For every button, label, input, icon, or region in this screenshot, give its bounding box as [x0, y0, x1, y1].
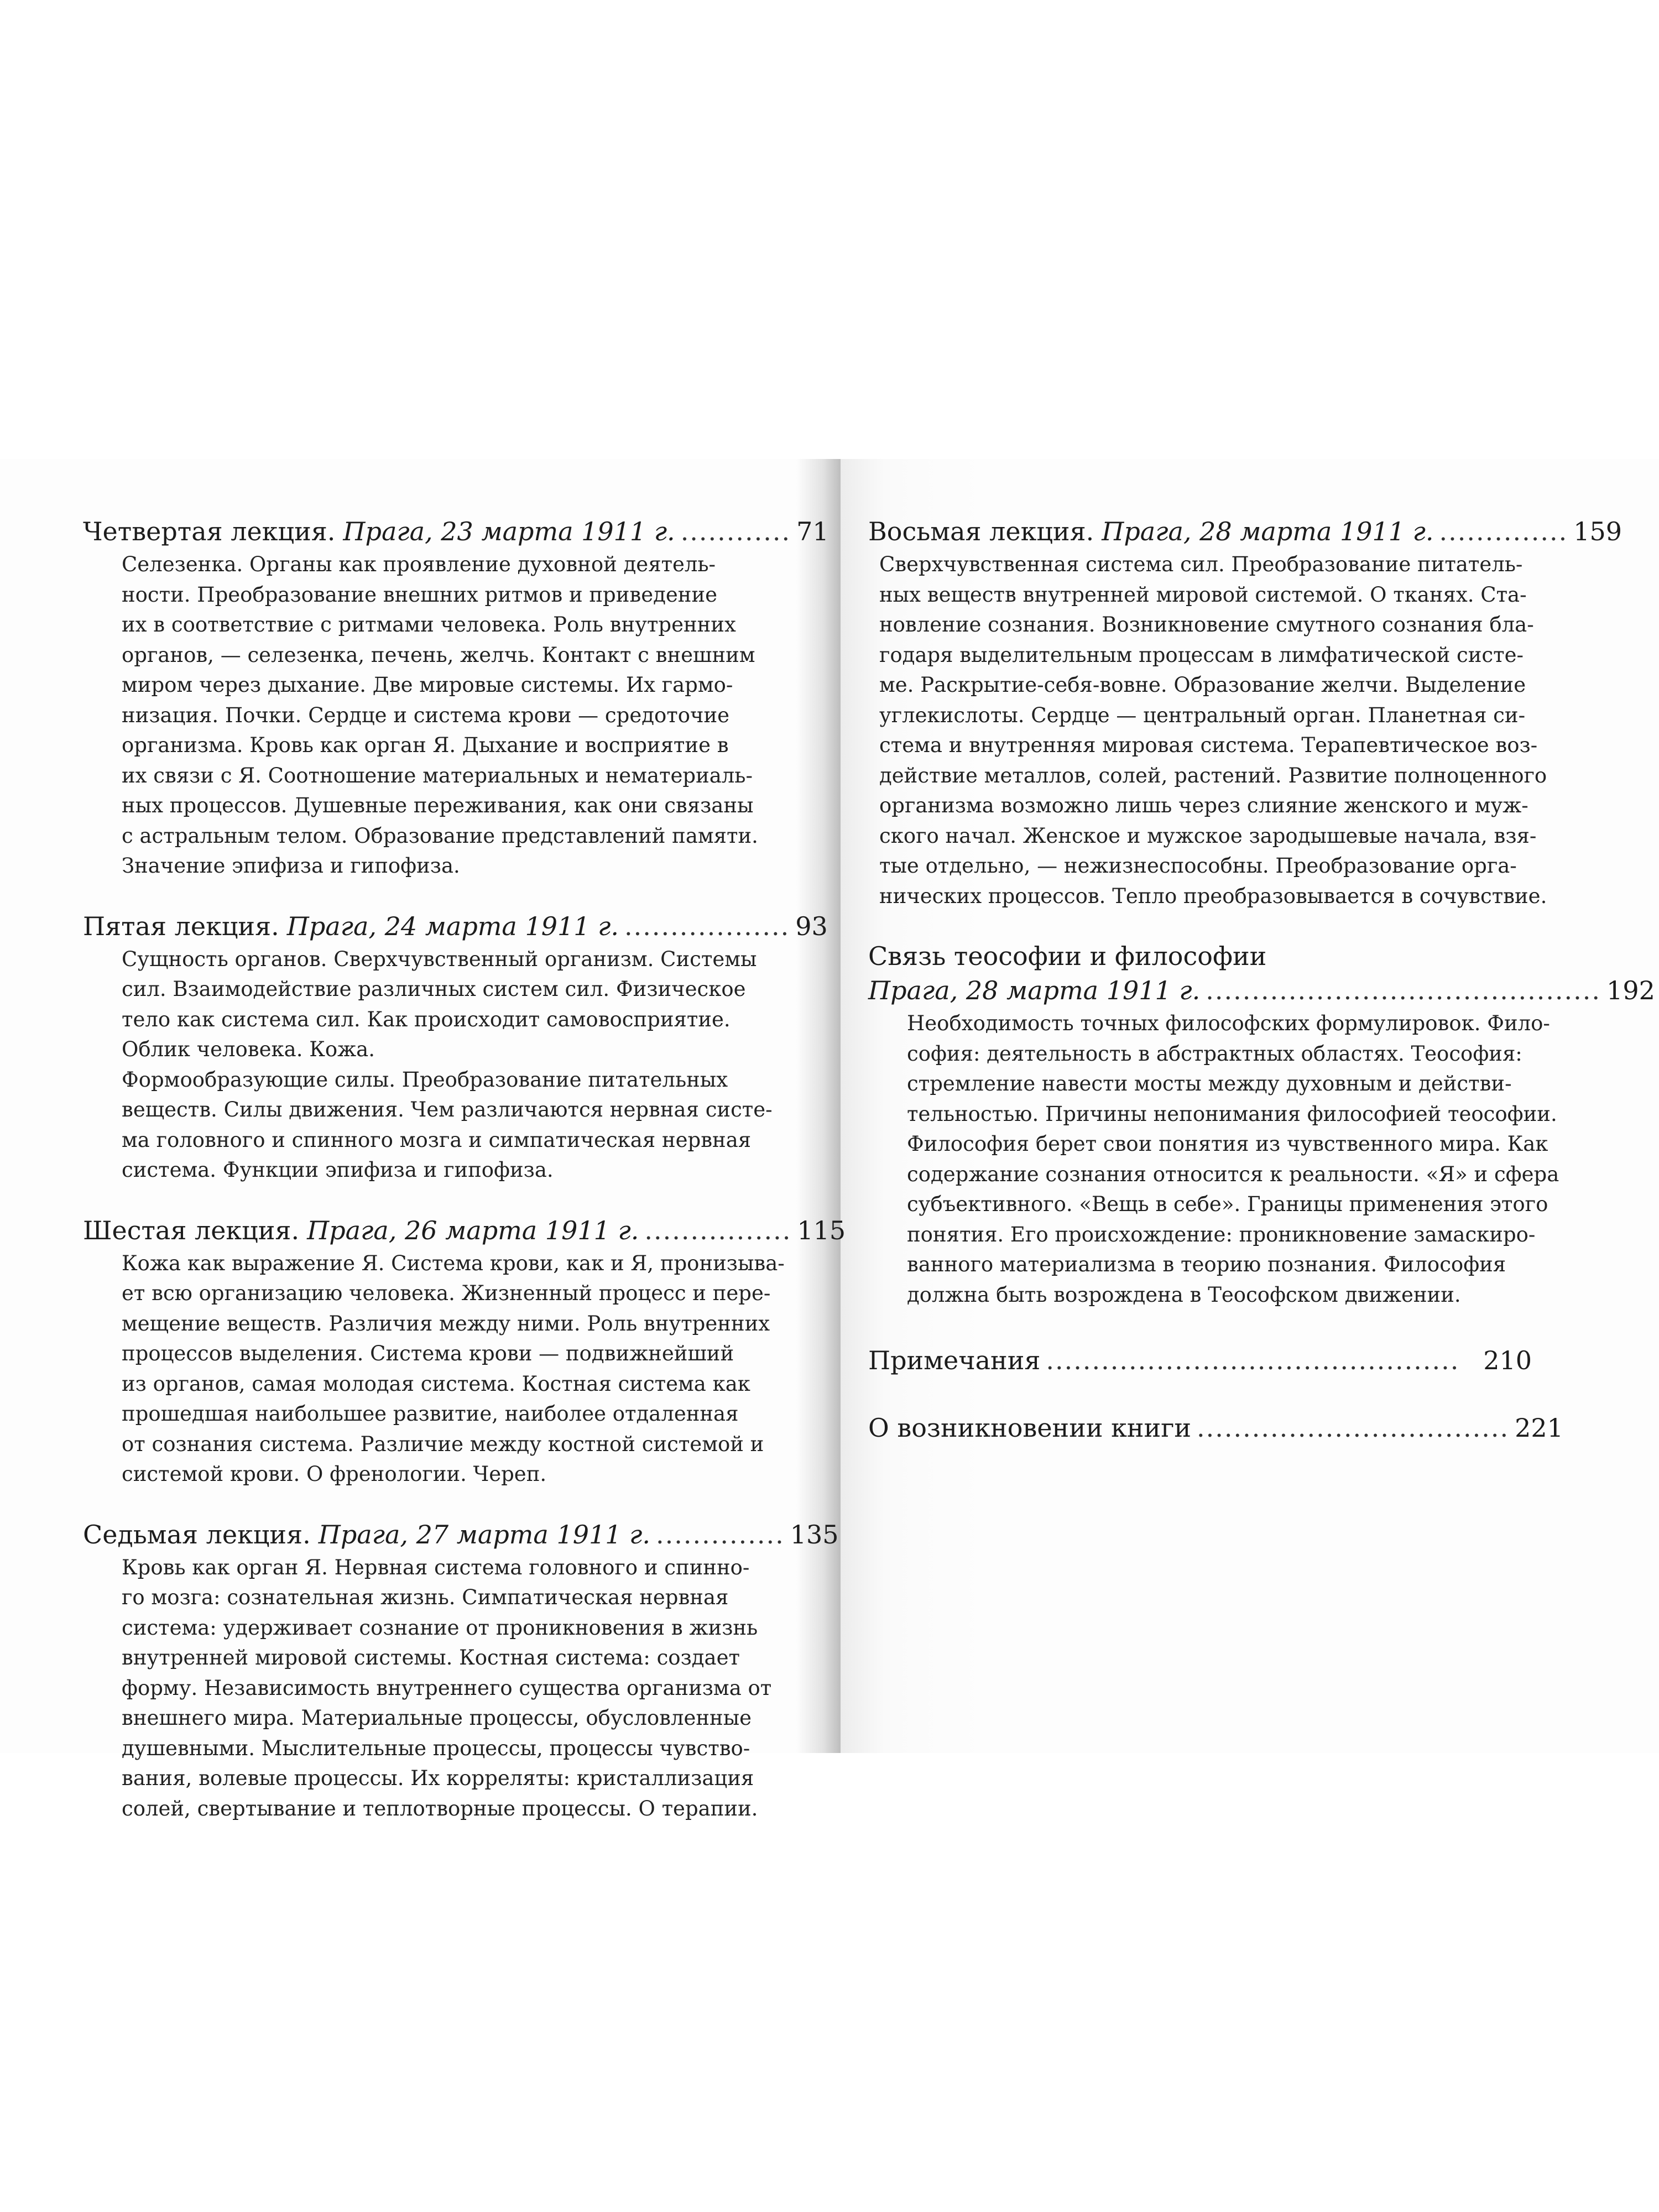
summary-line: процессов выделения. Система крови — подвижнейший	[122, 1342, 734, 1365]
summary-line: из органов, самая молодая система. Костная система как	[122, 1371, 750, 1396]
summary-line: Кровь как орган Я. Нервная система головного и спинно-	[122, 1555, 750, 1579]
toc-entry-heading	[868, 939, 1655, 1008]
toc-page-number: 93	[795, 911, 828, 941]
toc-entry-heading	[83, 1517, 839, 1552]
toc-entry-heading	[868, 1411, 1563, 1445]
toc-entry-place-date: Прага, 26 марта 1911 г.	[307, 1215, 639, 1245]
toc-entry-summary	[122, 1553, 772, 1824]
summary-line: Необходимость точных философских формулировок. Фило-	[907, 1011, 1550, 1035]
toc-entry-heading	[83, 1213, 846, 1248]
summary-line: го мозга: сознательная жизнь. Симпатическая нервная	[122, 1585, 729, 1609]
toc-page-number: 210	[1483, 1345, 1532, 1375]
toc-entry-notes	[868, 1343, 1532, 1378]
summary-line: Кожа как выражение Я. Система крови, как и Я, пронизыва-	[122, 1251, 785, 1275]
summary-line: Сверхчувственная система сил. Преобразование питатель-	[879, 552, 1523, 576]
toc-entry-lecture-5	[83, 909, 828, 1186]
toc-entry-summary	[122, 945, 773, 1186]
toc-dot-leader: ..................................	[1196, 1413, 1510, 1443]
toc-entry-place-date: Прага, 28 марта 1911 г.	[1102, 517, 1434, 546]
summary-line: действие металлов, солей, растений. Развитие полноценного	[879, 763, 1547, 787]
summary-line: Значение эпифиза и гипофиза.	[122, 854, 460, 878]
toc-entry-heading	[83, 514, 829, 549]
toc-entry-lecture-7	[83, 1517, 839, 1824]
summary-line: их связи с Я. Соотношение материальных и нематериаль-	[122, 763, 753, 787]
summary-line: организма. Кровь как орган Я. Дыхание и восприятие в	[122, 733, 729, 757]
summary-line: вания, волевые процессы. Их корреляты: кристаллизация	[122, 1766, 754, 1790]
summary-line: Формообразующие силы. Преобразование питательных	[122, 1067, 728, 1092]
summary-line: миром через дыхание. Две мировые системы. Их гармо-	[122, 673, 733, 697]
toc-dot-leader: .............................................	[1046, 1345, 1460, 1375]
summary-line: софия: деятельность в абстрактных областях. Теософия:	[907, 1041, 1522, 1066]
summary-line: мещение веществ. Различия между ними. Роль внутренних	[122, 1311, 770, 1335]
summary-line: Философия берет свои понятия из чувственного мира. Как	[907, 1132, 1548, 1156]
toc-entry-heading	[868, 514, 1623, 549]
summary-line: низация. Почки. Сердце и система крови — средоточие	[122, 703, 730, 727]
toc-entry-lecture-6	[83, 1213, 846, 1490]
summary-line: ме. Раскрытие-себя-вовне. Образование желчи. Выделение	[879, 673, 1526, 697]
summary-line: ных процессов. Душевные переживания, как они связаны	[122, 794, 754, 817]
toc-dot-leader: ..................	[624, 911, 790, 941]
summary-line: система: удерживает сознание от проникновения в жизнь	[122, 1615, 758, 1640]
toc-page-number: 192	[1606, 975, 1655, 1005]
toc-entry-title: Шестая лекция.	[83, 1215, 300, 1245]
toc-page-number: 135	[790, 1519, 839, 1550]
summary-line: организма возможно лишь через слияние женского и муж-	[879, 794, 1528, 817]
toc-entry-title: Восьмая лекция.	[868, 517, 1094, 546]
summary-line: Селезенка. Органы как проявление духовной деятель-	[122, 552, 716, 576]
summary-line: от сознания система. Различие между костной системой и	[122, 1432, 764, 1456]
toc-entry-summary	[122, 550, 758, 881]
summary-line: нических процессов. Тепло преобразовывается в сочувствие.	[879, 884, 1547, 908]
toc-entry-title: Пятая лекция.	[83, 911, 279, 941]
summary-line: ского начал. Женское и мужское зародышевые начала, взя-	[879, 823, 1537, 848]
left-table-of-contents	[83, 514, 846, 1851]
toc-entry-book-origin	[868, 1411, 1563, 1445]
book-spread	[0, 459, 1659, 1820]
toc-entry-heading	[83, 909, 828, 943]
summary-line: внутренней мировой системы. Костная система: создает	[122, 1646, 740, 1670]
toc-dot-leader: ..............	[656, 1519, 785, 1550]
summary-line: должна быть возрождена в Теософском движении.	[907, 1282, 1461, 1307]
summary-line: ванного материализма в теорию познания. Философия	[907, 1253, 1506, 1276]
summary-line: ма головного и спинного мозга и симпатическая нервная	[122, 1128, 752, 1152]
summary-line: углекислоты. Сердце — центральный орган. Планетная си-	[879, 703, 1526, 727]
summary-line: Облик человека. Кожа.	[122, 1037, 375, 1061]
summary-line: понятия. Его происхождение: проникновение замаскиро-	[907, 1222, 1536, 1246]
toc-dot-leader: ................	[644, 1215, 792, 1245]
toc-entry-place-date: Прага, 27 марта 1911 г.	[318, 1519, 651, 1550]
toc-entry-title: Четвертая лекция.	[83, 517, 336, 546]
summary-line: тые отдельно, — нежизнеспособны. Преобразование орга-	[879, 854, 1517, 878]
toc-dot-leader: ...........................................	[1206, 975, 1601, 1005]
summary-line: годаря выделительным процессам в лимфатической систе-	[879, 643, 1524, 667]
summary-line: ет всю организацию человека. Жизненный процесс и пере-	[122, 1281, 771, 1305]
toc-entry-place-date: Прага, 24 марта 1911 г.	[286, 911, 619, 941]
summary-line: их в соответствие с ритмами человека. Роль внутренних	[122, 613, 736, 637]
toc-page-number: 221	[1515, 1413, 1563, 1443]
summary-line: ных веществ внутренней мировой системой. О тканях. Ста-	[879, 582, 1527, 607]
summary-line: содержание сознания относится к реальности. «Я» и сфера	[907, 1162, 1559, 1186]
summary-line: система. Функции эпифиза и гипофиза.	[122, 1158, 554, 1182]
right-table-of-contents	[868, 514, 1655, 1464]
summary-line: тельностью. Причины непонимания философией теософии.	[907, 1102, 1557, 1126]
toc-dot-leader: ............	[680, 517, 791, 546]
toc-entry-title: Седьмая лекция.	[83, 1519, 311, 1550]
toc-entry-title: О возникновении книги	[868, 1413, 1191, 1443]
summary-line: форму. Независимость внутреннего существа организма от	[122, 1676, 772, 1700]
toc-page-number: 115	[797, 1215, 846, 1245]
summary-line: субъективного. «Вещь в себе». Границы применения этого	[907, 1192, 1548, 1216]
summary-line: тело как система сил. Как происходит самовосприятие.	[122, 1007, 731, 1031]
summary-line: внешнего мира. Материальные процессы, обусловленные	[122, 1706, 752, 1730]
toc-entry-place-date: Прага, 28 марта 1911 г.	[868, 975, 1201, 1005]
toc-entry-lecture-4	[83, 514, 829, 881]
toc-entry-title: Примечания	[868, 1345, 1041, 1375]
summary-line: ности. Преобразование внешних ритмов и приведение	[122, 582, 718, 607]
summary-line: стремление навести мосты между духовным и действи-	[907, 1072, 1512, 1095]
toc-entry-summary	[879, 550, 1547, 911]
toc-entry-lecture-8	[868, 514, 1623, 911]
summary-line: Сущность органов. Сверхчувственный организм. Системы	[122, 947, 757, 971]
summary-line: веществ. Силы движения. Чем различаются нервная систе-	[122, 1098, 773, 1121]
summary-line: прошедшая наибольшее развитие, наиболее отдаленная	[122, 1402, 739, 1426]
summary-line: органов, — селезенка, печень, желчь. Контакт с внешним	[122, 643, 755, 667]
summary-line: сил. Взаимодействие различных систем сил. Физическое	[122, 977, 746, 1001]
toc-entry-summary	[907, 1009, 1559, 1310]
toc-entry-summary	[122, 1249, 785, 1490]
book-gutter	[796, 459, 841, 1753]
toc-entry-place-date: Прага, 23 марта 1911 г.	[343, 517, 675, 546]
toc-page-number: 159	[1573, 517, 1623, 546]
toc-entry-theosophy-philosophy	[868, 939, 1655, 1310]
toc-dot-leader: ..............	[1439, 517, 1568, 546]
summary-line: новление сознания. Возникновение смутного сознания бла-	[879, 613, 1534, 637]
summary-line: душевными. Мыслительные процессы, процессы чувство-	[122, 1736, 750, 1760]
toc-page-number: 71	[796, 517, 829, 546]
summary-line: стема и внутренняя мировая система. Терапевтическое воз-	[879, 733, 1538, 757]
summary-line: системой крови. О френологии. Череп.	[122, 1462, 547, 1486]
summary-line: солей, свертывание и теплотворные процессы. О терапии.	[122, 1796, 758, 1820]
toc-entry-title: Связь теософии и философии	[868, 941, 1267, 971]
summary-line: с астральным телом. Образование представлений памяти.	[122, 823, 758, 848]
toc-entry-heading	[868, 1343, 1532, 1378]
